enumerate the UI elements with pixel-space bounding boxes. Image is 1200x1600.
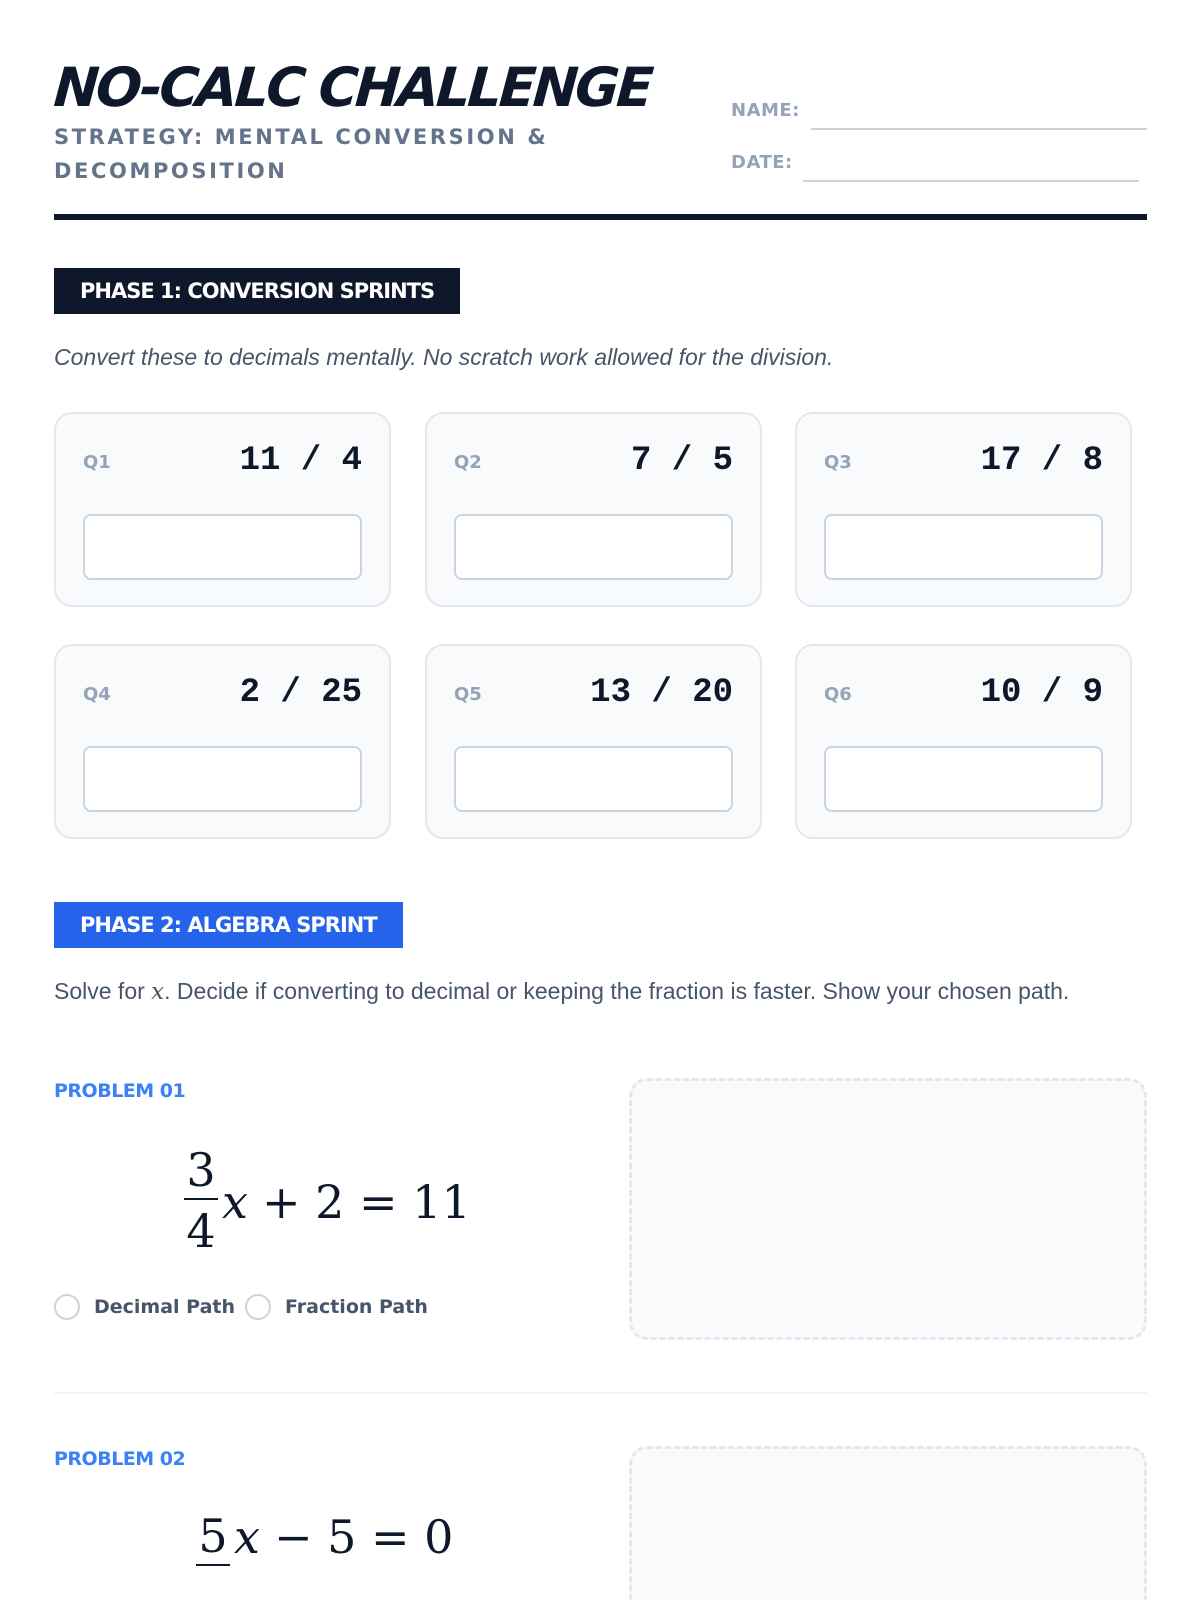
question-card [795,412,1132,607]
fraction-bar [196,1564,230,1566]
question-fraction: 11 / 4 [239,442,362,480]
radio-circle[interactable] [245,1294,271,1320]
question-fraction: 13 / 20 [590,674,733,712]
instructions-text: . Decide if converting to decimal or keeping the fraction is faster. Show your chosen path. [164,978,1070,1004]
phase2-header: PHASE 2: ALGEBRA SPRINT [54,902,403,948]
problem-equation [184,1142,471,1262]
question-label: Q3 [824,452,852,473]
equation-fraction [184,1142,218,1262]
question-card [795,644,1132,839]
equation-variable: x [222,1175,248,1229]
equation-fraction [196,1508,230,1566]
work-area[interactable] [629,1446,1147,1600]
radio-label: Fraction Path [285,1296,428,1318]
worksheet-title: NO-CALC CHALLENGE [51,56,653,119]
question-card [425,644,762,839]
answer-input[interactable] [454,514,733,580]
question-label: Q5 [454,684,482,705]
worksheet-subtitle: STRATEGY: MENTAL CONVERSION & DECOMPOSITION [54,125,549,183]
work-area[interactable] [629,1078,1147,1340]
question-card [425,412,762,607]
phase1-header: PHASE 1: CONVERSION SPRINTS [54,268,460,314]
date-field[interactable] [803,180,1139,182]
answer-input[interactable] [83,746,362,812]
problem-divider [54,1392,1147,1394]
fraction-denominator: 4 [186,1204,216,1258]
question-fraction: 17 / 8 [980,442,1103,480]
equation-rest: + 2 = 11 [261,1175,471,1229]
question-card [54,644,391,839]
radio-circle[interactable] [54,1294,80,1320]
answer-input[interactable] [454,746,733,812]
phase2-instructions [54,974,1104,1009]
fraction-numerator: 3 [186,1143,216,1197]
problem-label: PROBLEM 02 [54,1448,186,1470]
question-label: Q4 [83,684,111,705]
question-label: Q6 [824,684,852,705]
answer-input[interactable] [83,514,362,580]
equation-rest: − 5 = 0 [273,1510,454,1564]
header-divider [54,214,1147,220]
worksheet [51,0,1147,1600]
question-label: Q2 [454,452,482,473]
radio-label: Decimal Path [94,1296,236,1318]
phase1-instructions: Convert these to decimals mentally. No scratch work allowed for the division. [54,344,834,370]
answer-input[interactable] [824,514,1103,580]
question-fraction: 10 / 9 [980,674,1103,712]
fraction-path-radio[interactable] [245,1294,428,1320]
date-label: DATE: [731,152,793,173]
instructions-variable: x [151,979,165,1005]
problem-label: PROBLEM 01 [54,1080,186,1102]
question-card [54,412,391,607]
equation-variable: x [234,1510,260,1564]
question-fraction: 7 / 5 [630,442,733,480]
fraction-numerator: 5 [198,1509,228,1563]
question-fraction: 2 / 25 [239,674,362,712]
decimal-path-radio[interactable] [54,1294,235,1320]
question-label: Q1 [83,452,111,473]
problem-equation [196,1508,453,1566]
name-label: NAME: [731,100,800,121]
instructions-text: Solve for [54,978,152,1004]
name-field[interactable] [811,128,1147,130]
answer-input[interactable] [824,746,1103,812]
